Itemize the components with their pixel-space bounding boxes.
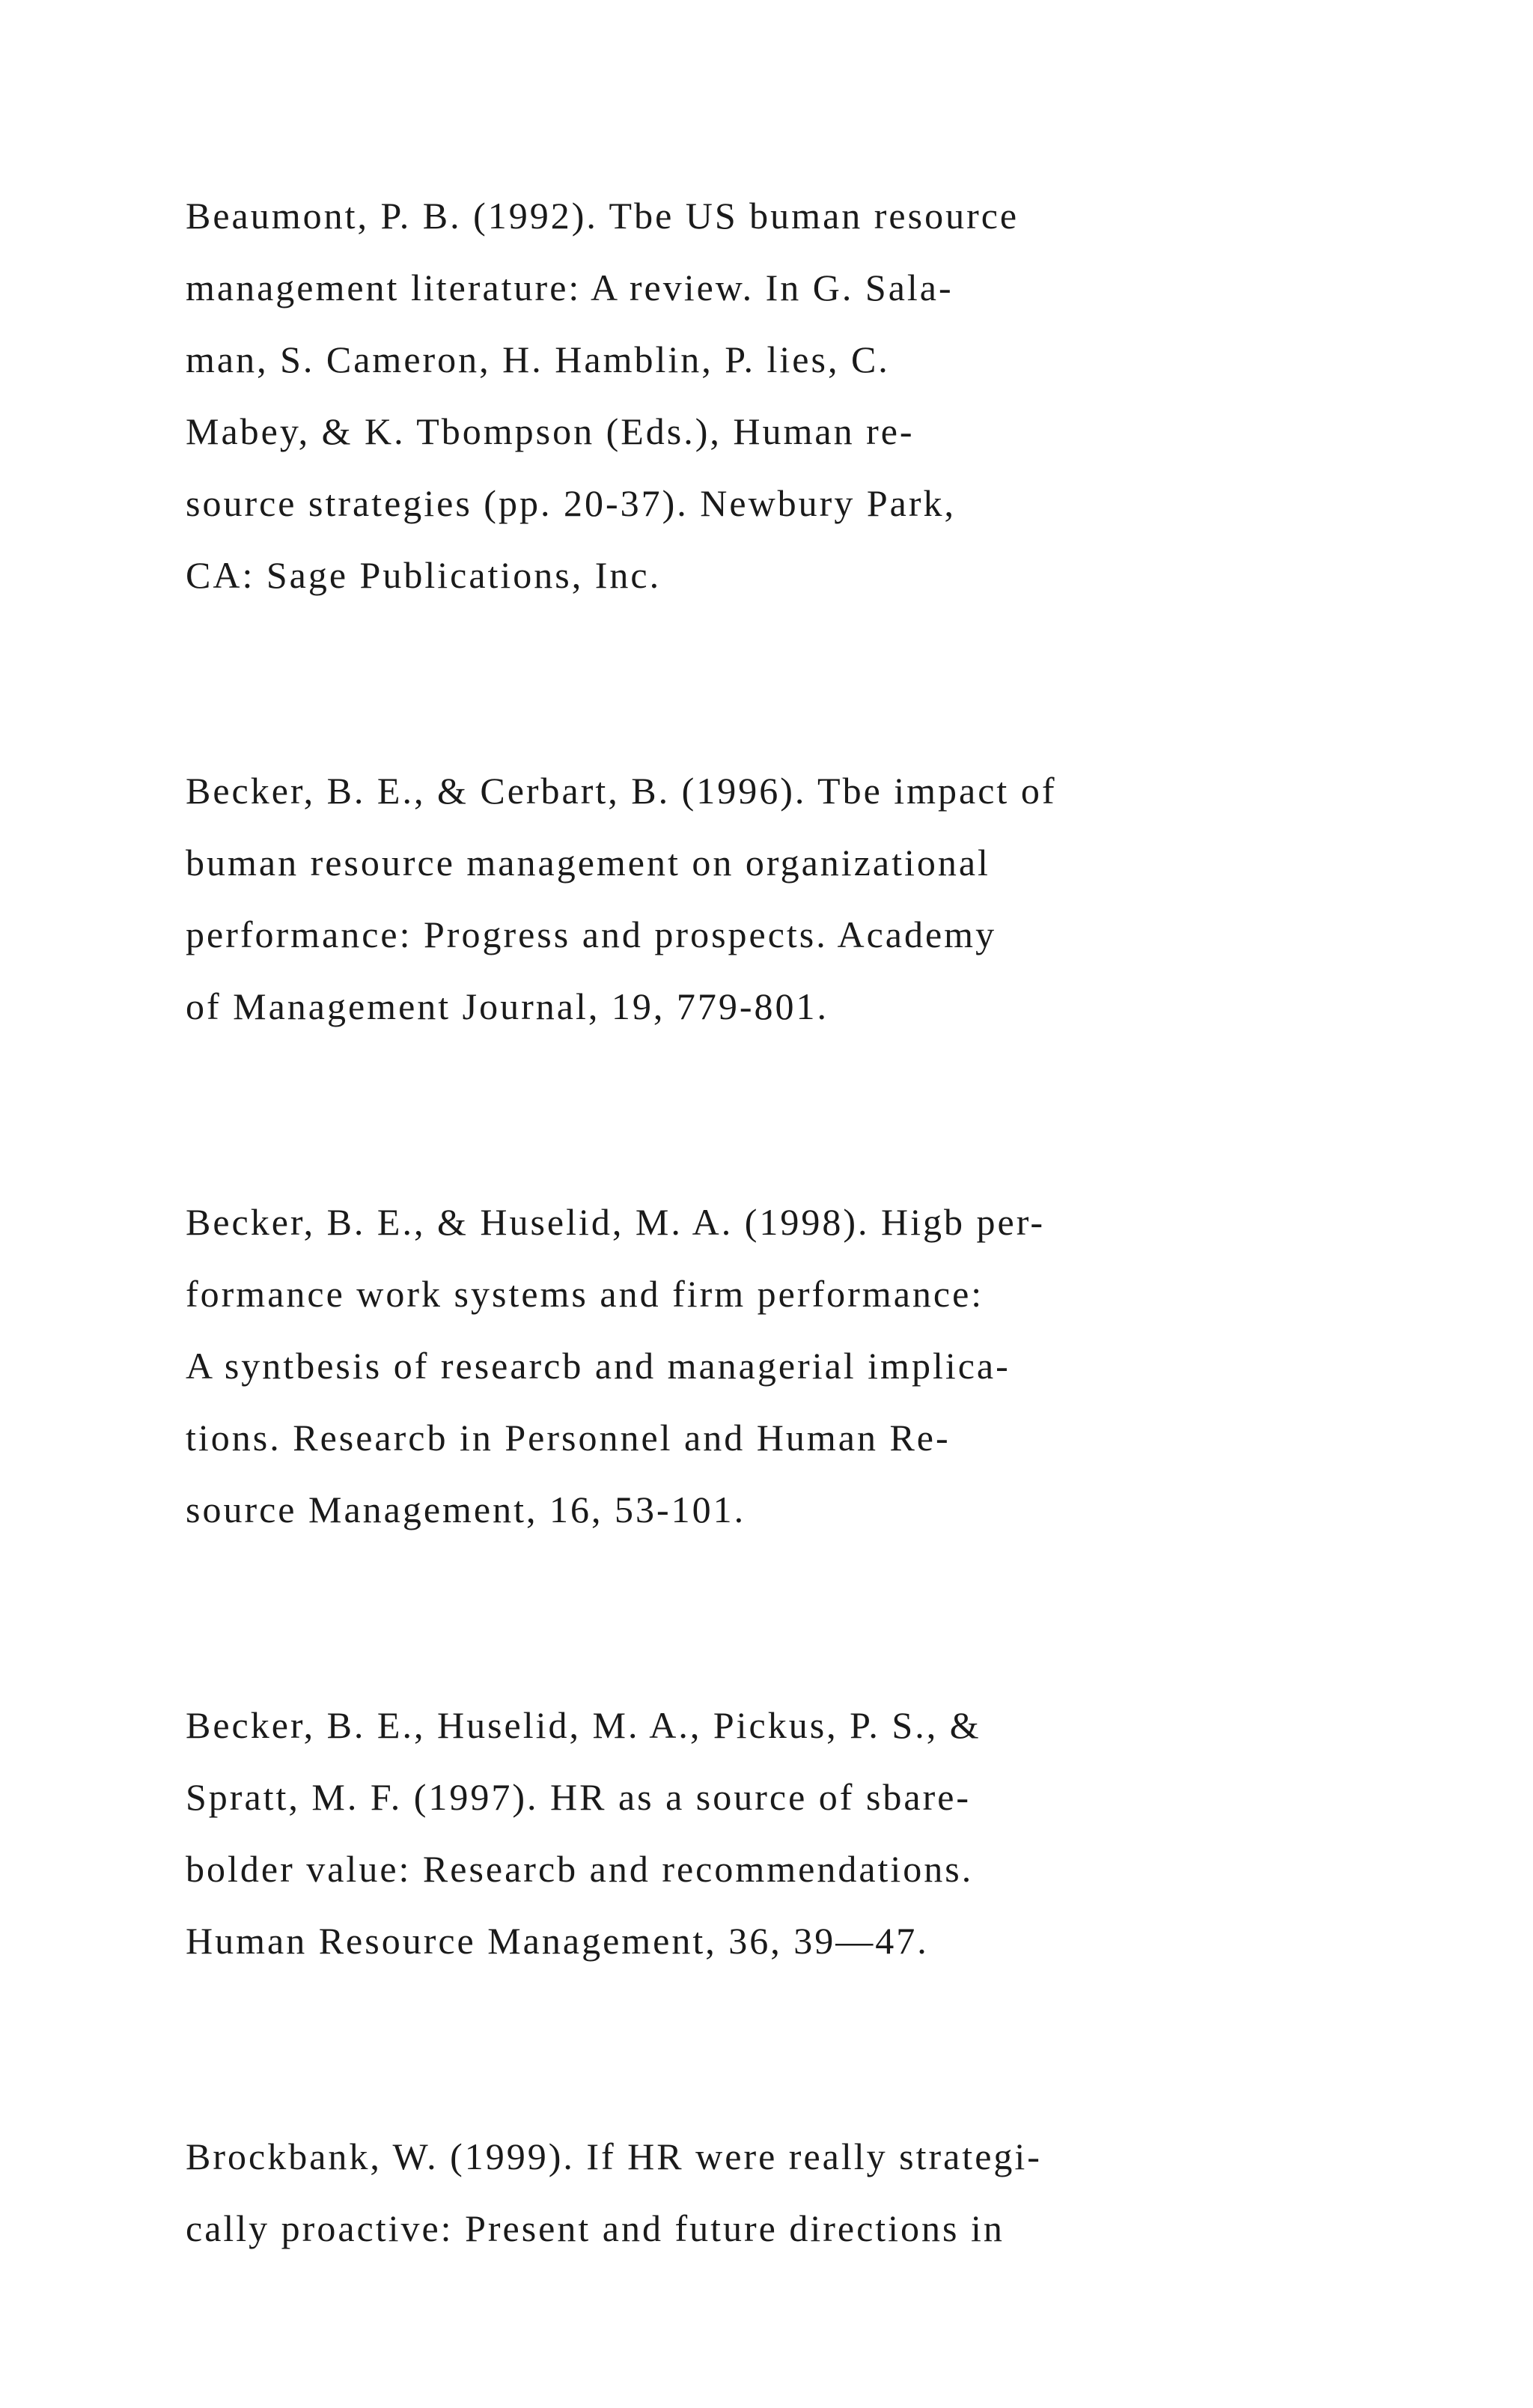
reference-entry-becker-1997	[186, 1689, 1383, 1977]
reference-entry-beaumont-1992	[186, 180, 1383, 611]
reference-line: man, S. Cameron, H. Hamblin, P. lies, C.	[186, 338, 890, 380]
reference-line: source Management, 16, 53-101.	[186, 1489, 746, 1530]
reference-line: cally proactive: Present and future directions in	[186, 2207, 1005, 2249]
reference-line: management literature: A review. In G. Sala-	[186, 267, 954, 308]
reference-line: Mabey, & K. Tbompson (Eds.), Human re-	[186, 410, 915, 452]
reference-line: tions. Researcb in Personnel and Human Re-	[186, 1417, 951, 1459]
reference-line: Becker, B. E., & Huselid, M. A. (1998). Higb per-	[186, 1201, 1046, 1243]
reference-entry-brockbank-1999	[186, 2120, 1383, 2264]
reference-line: bolder value: Researcb and recommendations.	[186, 1848, 974, 1890]
reference-line: Brockbank, W. (1999). If HR were really strategi-	[186, 2135, 1042, 2177]
reference-line: Becker, B. E., & Cerbart, B. (1996). Tbe impact of	[186, 770, 1057, 812]
reference-line: Beaumont, P. B. (1992). Tbe US buman resource	[186, 195, 1020, 237]
reference-entry-becker-1996	[186, 755, 1383, 1042]
reference-entry-becker-1998	[186, 1186, 1383, 1545]
reference-line: formance work systems and firm performance:	[186, 1273, 984, 1315]
reference-line: buman resource management on organizational	[186, 842, 990, 884]
reference-line: Becker, B. E., Huselid, M. A., Pickus, P. S., &	[186, 1704, 981, 1746]
reference-line: performance: Progress and prospects. Academy	[186, 913, 997, 955]
reference-line: of Management Journal, 19, 779-801.	[186, 985, 829, 1027]
reference-list	[186, 180, 1383, 2408]
reference-line: A syntbesis of researcb and managerial implica-	[186, 1345, 1011, 1387]
reference-line: CA: Sage Publications, Inc.	[186, 554, 662, 596]
reference-line: Human Resource Management, 36, 39—47.	[186, 1920, 929, 1962]
reference-line: source strategies (pp. 20-37). Newbury Park,	[186, 482, 956, 524]
reference-line: Spratt, M. F. (1997). HR as a source of sbare-	[186, 1776, 972, 1818]
